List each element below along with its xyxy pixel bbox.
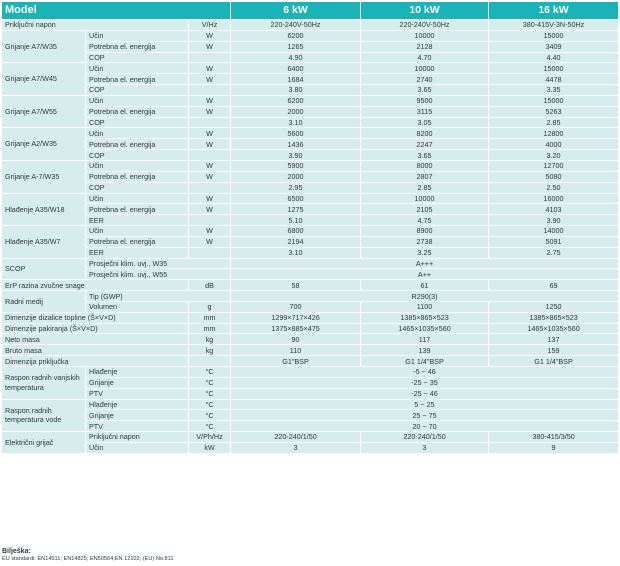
value-6kw: 220-240V-50Hz xyxy=(231,20,361,31)
row-unit: kW xyxy=(189,442,231,453)
value-16kw: 159 xyxy=(489,345,619,356)
value-6kw: 110 xyxy=(231,345,361,356)
value-6kw: 5900 xyxy=(231,160,361,171)
row-water-dhw xyxy=(2,421,619,432)
row-label: COP xyxy=(86,150,189,161)
group-label: Grijanje A7/W55 xyxy=(2,95,86,128)
row-a35w18-power xyxy=(2,193,619,204)
value-10kw: 2807 xyxy=(361,171,489,182)
row-label: Potrebna el. energija xyxy=(86,41,189,52)
row-unit: V/Ph/Hz xyxy=(189,432,231,443)
row-label: Potrebna el. energija xyxy=(86,236,189,247)
value-10kw: 2128 xyxy=(361,41,489,52)
value-16kw: 2.85 xyxy=(489,117,619,128)
row-water-cooling xyxy=(2,399,619,410)
value-6kw: 1684 xyxy=(231,74,361,85)
value-16kw: 5263 xyxy=(489,106,619,117)
row-gross xyxy=(2,345,619,356)
group-label: Grijanje A-7/W35 xyxy=(2,160,86,193)
value-16kw: 3.20 xyxy=(489,150,619,161)
value-10kw: 8200 xyxy=(361,128,489,139)
value-10kw: 3 xyxy=(361,442,489,453)
row-label: Neto masa xyxy=(2,334,189,345)
row-unit: W xyxy=(189,106,231,117)
row-a7w45-input xyxy=(2,74,619,85)
value-16kw: 2.50 xyxy=(489,182,619,193)
value-6kw: 4.90 xyxy=(231,52,361,63)
value-6kw: 220-240/1/50 xyxy=(231,432,361,443)
row-unit: W xyxy=(189,74,231,85)
row-unit: W xyxy=(189,171,231,182)
row-dim-pack xyxy=(2,323,619,334)
row-unit: mm xyxy=(189,312,231,323)
value-6kw: 58 xyxy=(231,280,361,291)
group-label: Radni medij xyxy=(2,291,86,313)
value-10kw: 2247 xyxy=(361,139,489,150)
row-outdoor-dhw xyxy=(2,388,619,399)
footnote-title: Bilješka: xyxy=(2,548,31,555)
group-label: Grijanje A7/W45 xyxy=(2,63,86,96)
value-16kw: 4.40 xyxy=(489,52,619,63)
row-label: Hlađenje xyxy=(86,367,189,378)
row-a7w55-power xyxy=(2,95,619,106)
value-10kw: 9500 xyxy=(361,95,489,106)
value-10kw: G1 1/4"BSP xyxy=(361,356,489,367)
value-all: A+++ xyxy=(231,258,619,269)
row-unit xyxy=(189,356,231,367)
row-label: Potrebna el. energija xyxy=(86,171,189,182)
row-heater-supply xyxy=(2,432,619,443)
row-label: Dimenzije dizalice topline (Š×V×D) xyxy=(2,312,189,323)
row-label: COP xyxy=(86,85,189,96)
row-net xyxy=(2,334,619,345)
row-unit xyxy=(189,150,231,161)
row-a7w45-cop xyxy=(2,85,619,96)
group-label: Raspon radnih vanjskih temperatura xyxy=(2,367,86,400)
row-label: COP xyxy=(86,117,189,128)
value-16kw: 3.35 xyxy=(489,85,619,96)
row-medium-type xyxy=(2,291,619,302)
row-unit: °C xyxy=(189,399,231,410)
value-16kw: 137 xyxy=(489,334,619,345)
row-scop-w55 xyxy=(2,269,619,280)
value-16kw: 12700 xyxy=(489,160,619,171)
value-10kw: 3.05 xyxy=(361,117,489,128)
row-unit: kg xyxy=(189,334,231,345)
group-label: Raspon radnih temperatura vode xyxy=(2,399,86,432)
value-10kw: 8000 xyxy=(361,160,489,171)
row-scop-w35 xyxy=(2,258,619,269)
row-a35w7-power xyxy=(2,226,619,237)
value-10kw: 2738 xyxy=(361,236,489,247)
value-16kw: 380-415V-3N-50Hz xyxy=(489,20,619,31)
value-6kw: G1"BSP xyxy=(231,356,361,367)
value-6kw: 3.10 xyxy=(231,247,361,258)
value-16kw: 15000 xyxy=(489,95,619,106)
value-10kw: 117 xyxy=(361,334,489,345)
value-6kw: 1436 xyxy=(231,139,361,150)
value-10kw: 10000 xyxy=(361,63,489,74)
row-label: Potrebna el. energija xyxy=(86,74,189,85)
row-unit xyxy=(189,85,231,96)
row-label: Učin xyxy=(86,160,189,171)
row-unit: dB xyxy=(189,280,231,291)
row-label: Učin xyxy=(86,193,189,204)
value-6kw: 2000 xyxy=(231,171,361,182)
row-dim-unit xyxy=(2,312,619,323)
row-unit: W xyxy=(189,160,231,171)
row-heater-power xyxy=(2,442,619,453)
row-unit: W xyxy=(189,128,231,139)
value-6kw: 3.90 xyxy=(231,150,361,161)
row-am7w35-input xyxy=(2,171,619,182)
row-label: Priključni napon xyxy=(2,20,189,31)
row-label: Učin xyxy=(86,226,189,237)
value-all: 5 ~ 25 xyxy=(231,399,619,410)
row-conn xyxy=(2,356,619,367)
row-unit: kg xyxy=(189,345,231,356)
value-6kw: 3.10 xyxy=(231,117,361,128)
row-unit xyxy=(189,182,231,193)
row-label: PTV xyxy=(86,388,189,399)
row-unit xyxy=(189,52,231,63)
value-6kw: 6800 xyxy=(231,226,361,237)
row-outdoor-heating xyxy=(2,377,619,388)
row-unit: °C xyxy=(189,410,231,421)
value-6kw: 5.10 xyxy=(231,215,361,226)
footnote-text: EU standardi: EN14511; EN14825; EN50564;EN 12102; (EU) No:811 xyxy=(2,556,174,562)
value-6kw: 1375×885×475 xyxy=(231,323,361,334)
value-16kw: G1 1/4"BSP xyxy=(489,356,619,367)
row-label: Učin xyxy=(86,95,189,106)
group-label: SCOP xyxy=(2,258,86,280)
value-10kw: 3.25 xyxy=(361,247,489,258)
value-6kw: 3.80 xyxy=(231,85,361,96)
value-10kw: 139 xyxy=(361,345,489,356)
header-row xyxy=(2,2,619,20)
row-label: Potrebna el. energija xyxy=(86,204,189,215)
row-label: Prosječni klim. uvj., W55 xyxy=(86,269,231,280)
row-medium-volume xyxy=(2,301,619,312)
value-16kw: 12800 xyxy=(489,128,619,139)
value-16kw: 1250 xyxy=(489,301,619,312)
row-label: Volumen xyxy=(86,301,189,312)
row-a7w55-cop xyxy=(2,117,619,128)
row-unit: W xyxy=(189,204,231,215)
value-10kw: 3115 xyxy=(361,106,489,117)
value-6kw: 1265 xyxy=(231,41,361,52)
value-10kw: 4.70 xyxy=(361,52,489,63)
value-6kw: 2000 xyxy=(231,106,361,117)
row-a2w35-power xyxy=(2,128,619,139)
row-am7w35-power xyxy=(2,160,619,171)
value-16kw: 3.90 xyxy=(489,215,619,226)
row-unit: °C xyxy=(189,388,231,399)
row-outdoor-cooling xyxy=(2,367,619,378)
value-6kw: 3 xyxy=(231,442,361,453)
row-label: Potrebna el. energija xyxy=(86,106,189,117)
value-10kw: 220-240V-50Hz xyxy=(361,20,489,31)
row-label: Dimenzija priključka xyxy=(2,356,189,367)
group-label: Grijanje A7/W35 xyxy=(2,30,86,63)
value-6kw: 2194 xyxy=(231,236,361,247)
value-10kw: 2105 xyxy=(361,204,489,215)
row-label: Priključni napon xyxy=(86,432,189,443)
row-a35w7-input xyxy=(2,236,619,247)
row-unit: W xyxy=(189,236,231,247)
value-10kw: 3.65 xyxy=(361,85,489,96)
row-a7w35-input xyxy=(2,41,619,52)
value-10kw: 4.75 xyxy=(361,215,489,226)
value-6kw: 1299×717×426 xyxy=(231,312,361,323)
row-a35w18-eer xyxy=(2,215,619,226)
row-label: EER xyxy=(86,215,189,226)
row-label: Prosječni klim. uvj., W35 xyxy=(86,258,231,269)
row-water-heating xyxy=(2,410,619,421)
header-16kw: 16 kW xyxy=(489,2,619,20)
value-10kw: 2740 xyxy=(361,74,489,85)
value-all: -5 ~ 46 xyxy=(231,367,619,378)
row-label: EER xyxy=(86,247,189,258)
value-all: -25 ~ 35 xyxy=(231,377,619,388)
row-unit: mm xyxy=(189,323,231,334)
row-unit: W xyxy=(189,30,231,41)
row-a35w18-input xyxy=(2,204,619,215)
value-6kw: 6200 xyxy=(231,30,361,41)
group-label: Grijanje A2/W35 xyxy=(2,128,86,161)
value-16kw: 4103 xyxy=(489,204,619,215)
value-16kw: 1465×1035×560 xyxy=(489,323,619,334)
group-label: Električni grijač xyxy=(2,432,86,454)
value-6kw: 6200 xyxy=(231,95,361,106)
value-all: -25 ~ 46 xyxy=(231,388,619,399)
value-16kw: 380-415/3/50 xyxy=(489,432,619,443)
value-16kw: 16000 xyxy=(489,193,619,204)
value-16kw: 15000 xyxy=(489,30,619,41)
value-all: 25 ~ 75 xyxy=(231,410,619,421)
row-unit: W xyxy=(189,139,231,150)
value-16kw: 1385×865×523 xyxy=(489,312,619,323)
row-label: COP xyxy=(86,52,189,63)
value-6kw: 90 xyxy=(231,334,361,345)
value-10kw: 8900 xyxy=(361,226,489,237)
footnote xyxy=(2,548,173,563)
value-16kw: 3409 xyxy=(489,41,619,52)
row-unit: W xyxy=(189,95,231,106)
value-all: R290(3) xyxy=(231,291,619,302)
row-a7w35-cop xyxy=(2,52,619,63)
row-label: Hlađenje xyxy=(86,399,189,410)
row-am7w35-cop xyxy=(2,182,619,193)
value-16kw: 9 xyxy=(489,442,619,453)
row-a2w35-input xyxy=(2,139,619,150)
spec-table xyxy=(1,1,619,454)
value-10kw: 220-240/1/50 xyxy=(361,432,489,443)
value-16kw: 2.75 xyxy=(489,247,619,258)
value-all: 20 ~ 70 xyxy=(231,421,619,432)
value-10kw: 2.85 xyxy=(361,182,489,193)
value-10kw: 3.65 xyxy=(361,150,489,161)
row-label: Bruto masa xyxy=(2,345,189,356)
value-6kw: 2.95 xyxy=(231,182,361,193)
value-6kw: 6500 xyxy=(231,193,361,204)
row-label: Potrebna el. energija xyxy=(86,139,189,150)
row-unit: W xyxy=(189,41,231,52)
group-label: Hlađenje A35/W7 xyxy=(2,226,86,259)
value-6kw: 6400 xyxy=(231,63,361,74)
row-label: Učin xyxy=(86,30,189,41)
row-label: Učin xyxy=(86,63,189,74)
value-16kw: 5091 xyxy=(489,236,619,247)
header-6kw: 6 kW xyxy=(231,2,361,20)
value-all: A++ xyxy=(231,269,619,280)
row-unit: V/Hz xyxy=(189,20,231,31)
row-a35w7-eer xyxy=(2,247,619,258)
value-10kw: 10000 xyxy=(361,193,489,204)
row-unit: W xyxy=(189,226,231,237)
row-erp xyxy=(2,280,619,291)
row-label: Grijanje xyxy=(86,410,189,421)
row-a7w35-power xyxy=(2,30,619,41)
row-a7w55-input xyxy=(2,106,619,117)
value-6kw: 1275 xyxy=(231,204,361,215)
row-unit: °C xyxy=(189,421,231,432)
value-10kw: 1465×1035×560 xyxy=(361,323,489,334)
header-model: Model xyxy=(2,2,231,20)
value-10kw: 61 xyxy=(361,280,489,291)
header-10kw: 10 kW xyxy=(361,2,489,20)
row-unit: W xyxy=(189,193,231,204)
value-10kw: 10000 xyxy=(361,30,489,41)
row-unit xyxy=(189,215,231,226)
row-label: Učin xyxy=(86,128,189,139)
row-unit: °C xyxy=(189,367,231,378)
row-label: PTV xyxy=(86,421,189,432)
value-6kw: 5600 xyxy=(231,128,361,139)
value-6kw: 700 xyxy=(231,301,361,312)
value-16kw: 69 xyxy=(489,280,619,291)
row-unit xyxy=(189,247,231,258)
value-16kw: 5080 xyxy=(489,171,619,182)
row-label: Tip (GWP) xyxy=(86,291,231,302)
value-16kw: 15000 xyxy=(489,63,619,74)
row-unit: W xyxy=(189,63,231,74)
value-16kw: 4000 xyxy=(489,139,619,150)
row-label: COP xyxy=(86,182,189,193)
value-16kw: 4478 xyxy=(489,74,619,85)
row-supply xyxy=(2,20,619,31)
row-label: Grijanje xyxy=(86,377,189,388)
row-a2w35-cop xyxy=(2,150,619,161)
row-a7w45-power xyxy=(2,63,619,74)
row-label: ErP razina zvučne snage xyxy=(2,280,189,291)
row-unit xyxy=(189,117,231,128)
row-label: Dimenzije pakiranja (Š×V×D) xyxy=(2,323,189,334)
row-label: Učin xyxy=(86,442,189,453)
value-10kw: 1100 xyxy=(361,301,489,312)
group-label: Hlađenje A35/W18 xyxy=(2,193,86,226)
row-unit: °C xyxy=(189,377,231,388)
value-16kw: 14000 xyxy=(489,226,619,237)
value-10kw: 1385×865×523 xyxy=(361,312,489,323)
row-unit: g xyxy=(189,301,231,312)
